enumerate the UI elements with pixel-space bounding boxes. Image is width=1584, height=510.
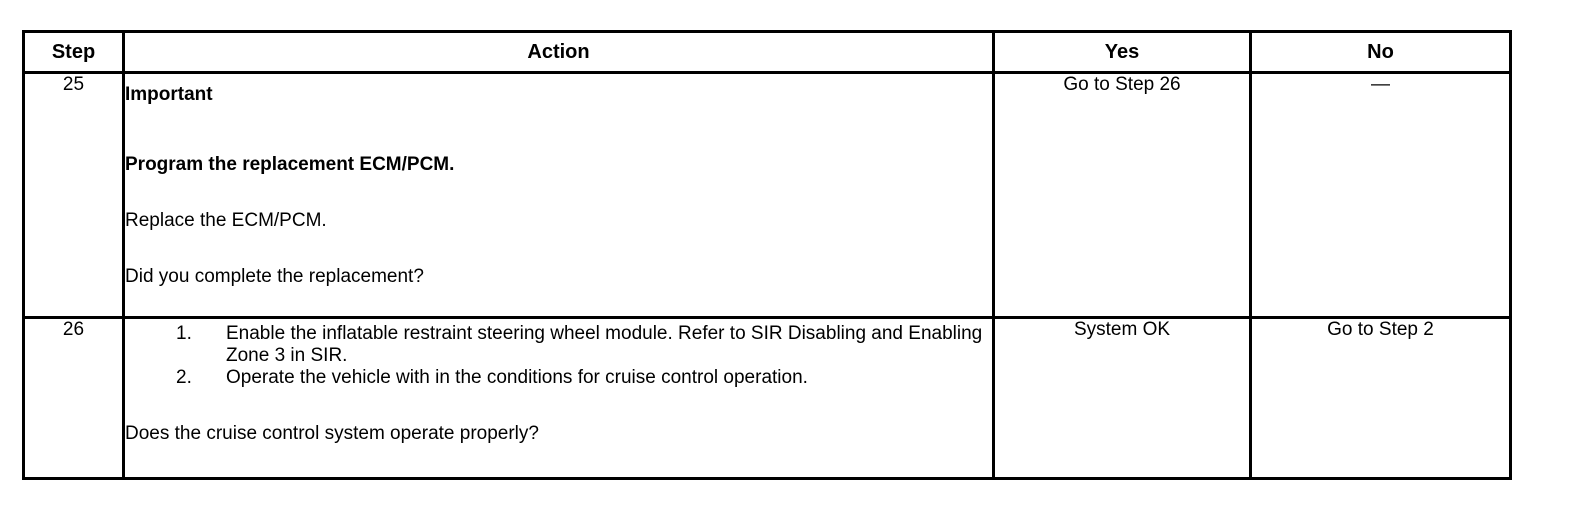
- action-cell: [124, 73, 994, 318]
- list-item: [125, 367, 992, 389]
- list-item-text: Operate the vehicle with in the conditions for cruise control operation.: [226, 367, 808, 388]
- list-item-number: 1.: [176, 323, 192, 344]
- table-row: [24, 318, 1511, 479]
- list-item-text: Enable the inflatable restraint steering wheel module. Refer to SIR Disabling and Enabling Zone 3 in SIR.: [226, 323, 983, 366]
- list-item-number: 2.: [176, 367, 192, 388]
- diagnostic-table: [22, 30, 1512, 480]
- action-cell: [124, 318, 994, 479]
- header-step: Step: [24, 32, 124, 73]
- important-note: Program the replacement ECM/PCM.: [125, 154, 455, 175]
- yes-result: System OK: [994, 318, 1251, 479]
- important-label: Important: [125, 84, 213, 105]
- list-item: [125, 323, 992, 367]
- instruction-text: Replace the ECM/PCM.: [125, 210, 327, 231]
- no-result: Go to Step 2: [1251, 318, 1511, 479]
- header-yes: Yes: [994, 32, 1251, 73]
- question-text: Does the cruise control system operate properly?: [125, 423, 539, 444]
- question-text: Did you complete the replacement?: [125, 266, 424, 287]
- yes-result: Go to Step 26: [994, 73, 1251, 318]
- table-row: [24, 73, 1511, 318]
- header-action: Action: [124, 32, 994, 73]
- header-no: No: [1251, 32, 1511, 73]
- no-result: —: [1251, 73, 1511, 318]
- step-number: 26: [24, 318, 124, 479]
- table-header-row: [24, 32, 1511, 73]
- action-list: [125, 323, 992, 389]
- step-number: 25: [24, 73, 124, 318]
